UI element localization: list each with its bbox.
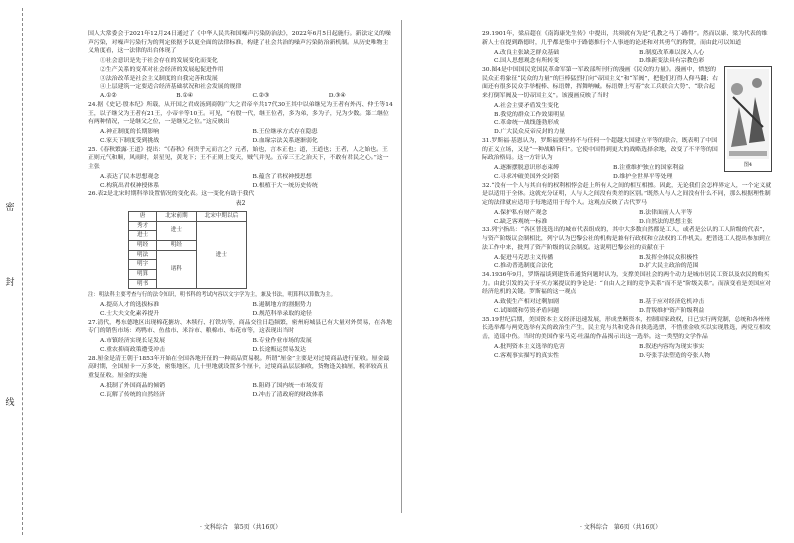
- question-25-options: [88, 173, 393, 190]
- option: B.遏制地方的割据势力: [252, 302, 312, 309]
- question-24-options: [88, 128, 393, 145]
- option: D.维新变法具有宗教色彩: [639, 58, 705, 65]
- option: D.血缘宗法关系逐渐弱化: [252, 137, 318, 144]
- cartoon-illustration: [725, 67, 771, 161]
- table-cell: 进士: [129, 231, 157, 241]
- question-27-stem: 27.清代，粤东德地区出现棉花搪坊、木犊行、打铁坊等，商品交往日趋频繁，密州府城县已有大量对外贸易，在各地专门的销售市场：鸡鸭市、鱼盐市、米谷市、粮棉市、布花市等，这表现出当时: [88, 319, 392, 335]
- question-25-stem: 25.《春秋繁露·王道》提出：“《春秋》何贵乎元而言之？元者，始也，言本正也；道，王道也；王者，人之始也。王正则元气和顺，风雨时，景星见，黄龙下；王不正则上变天，贼气并见。五帝三王之治天下，不敢有君民之心。”这一主张: [88, 146, 389, 170]
- figure-4-caption: 图4: [743, 162, 753, 169]
- question-31-options: [482, 164, 720, 181]
- question-32-options: [482, 209, 772, 226]
- option: A.逐渐摆脱意识形态束缚: [494, 165, 560, 172]
- question-32-stem: 32.“没有一个人与其自有的权利相悖会赶上所有人之间的相互相擦。因此，无论我们会怎样界定人，一个定义就是以适用于全体。这就充分证明，人与人之间没有类差的区别。”既然人与人之间没有什么不同，那么根据理性制定的法律就应适用于每地适用于每个人。这观点反映了古代罗马: [482, 182, 772, 206]
- question-28-stem: 28.厘金是清王朝于1853年开始在全国各地开征的一种商品贸易税。所谓“厘金”主要是对过境商品进行征收。厘金最高时期，全国厘卡一万多处，密集地区，几十里地就设置多个厘卡，过境商品层层抽收，货物逢关抽厘，税率较高且重复征收。厘金的实施: [88, 355, 390, 380]
- table-cell: 明法: [129, 250, 157, 260]
- option: C.②③: [252, 93, 270, 100]
- option: A.提高人才的选拔标准: [100, 302, 160, 309]
- question-35-options: [482, 343, 772, 360]
- option: A.社会主要矛盾发生变化: [494, 103, 560, 109]
- option: D.③④: [328, 93, 346, 100]
- option: C.士大夫文化素养提升: [100, 311, 160, 318]
- question-27-options: [88, 337, 393, 354]
- option: B.阻碍了国内统一市场发育: [252, 383, 324, 390]
- binding-mark-feng: 封: [5, 278, 15, 288]
- option: C.推动普选制度合法化: [494, 263, 554, 270]
- question-33-stem: 33.列宁指出：“各区普选选出的城市代表组成的，其中大多数自然都是工人，或者是公认的工人阶级的代表”，与资产阶级议会制相比，列宁认为巴黎公社的机构是兼有行政权和立法权的工作机关。把普选工人提出参加到立法工作中来，批判了资产阶级的议会制度。这说明巴黎公社的贡献在于: [482, 227, 771, 251]
- option: D.根植于大一统历史传统: [252, 182, 318, 189]
- question-26-options: [88, 301, 393, 318]
- table-cell: 明算: [129, 270, 157, 280]
- question-33-options: [482, 254, 772, 271]
- question-29-options: [482, 49, 772, 66]
- page-footer-left: · 文科综合 第5页（共16页）: [200, 524, 282, 531]
- binding-margin: [0, 0, 40, 543]
- option: B.王位继承方式存在隐患: [252, 129, 318, 136]
- option: C.家天下制度受到挑战: [100, 137, 160, 144]
- option: A.市镇经济实现长足发展: [100, 338, 166, 345]
- option: A.批判资本主义选举的危害: [494, 343, 565, 350]
- question-30-stem: 30.图4是中国国民党国民革命军第一军政部所刊行的漫画《民众的力量》。漫画中，愤怒的民众正将象征“民众的力量”的巨棒猛烈打向“帝国主义”和“军阀”，把他们打得人仰马翻；右面还有很多民众手举棍棒、标语牌，挥舞呐喊。标语牌上写着“农工兵联合大势”、“联合起来打倒军阀及一切帝国主义”。该漫画反映了当时: [482, 67, 719, 100]
- binding-mark-xian: 线: [5, 398, 15, 408]
- table-cell: 明字: [129, 260, 157, 270]
- column-divider: [401, 20, 402, 513]
- option: B.基于应对经济危机冲击: [639, 299, 705, 306]
- option: C.重农抑商政策遭受冲击: [100, 347, 166, 354]
- question-26-stem: 26.表2是北宋时期科举设置情况的变化表。这一变化有助于我代: [88, 191, 255, 198]
- option: C.构筑出君权神授体系: [100, 182, 160, 189]
- option: A.保护私有财产观念: [494, 209, 548, 216]
- option: D.规范科举录取的途径: [252, 311, 312, 318]
- intro-item: ①社会意识是先于社会存在的发展变化而变化: [100, 58, 218, 65]
- option: B.法律面前人人平等: [639, 209, 693, 216]
- table-cell: 诸科: [157, 250, 196, 289]
- right-column: [482, 30, 772, 360]
- option: B.①④: [176, 93, 194, 100]
- question-24-stem: 24.据《史记·殷本纪》所载，从开国之君成汤到商朝广大之君帝辛共17代30王其中以弟继兄为王者有外丙、仲壬等14王，以子继父为王者有21王，小帝辛等10王。可见，“有殷一代，继王位者，多为弟，多为子，兄为少数。第二继位有两种情况，一是继父之位，一是继兄之位。”这反映出: [88, 101, 393, 126]
- option: C.缺乏客观统一标准: [494, 218, 548, 225]
- question-35-stem: 35.19世纪后期，美国资本主义经济迅速发展，形成垄断资本，控制国家政权，日已实行两党制，总统和各州州长选举都与两党选举有关的政治生产生，民主党与共和党各自抉选选票，不惜重金收买以实现胜选，两党互相攻击，造谣中伤。当时的美国作家马克·吐温的作品揭示出这一选举。这一类型的文学作品: [482, 316, 771, 341]
- option: A.致使生产相对过剩加剧: [494, 299, 560, 306]
- option: C.试图缓和劳资矛盾问题: [494, 307, 560, 314]
- table-cell: 明经: [157, 240, 196, 250]
- option: D.广大民众反帝反封的力量: [494, 129, 566, 136]
- option: B.专业作业市场的发展: [252, 338, 312, 345]
- option: A.促进马克思主义传播: [494, 254, 554, 261]
- option: C.国人思想观念有所转变: [494, 58, 560, 65]
- option: C.革命统一战线蓬勃形成: [494, 120, 560, 127]
- option: A.改良主张缺乏群众基础: [494, 49, 560, 56]
- table-cell: 进士: [196, 221, 247, 289]
- option: C.客观事实描写的真实性: [494, 352, 560, 359]
- question-34-stem: 34.1936年9月，罗斯福谈到建货币通货问题时认为，支撑美国社会的两个动力是城市居民工资以及农民的购买力。由此引发的关于牙买方案提议的争论是：“自由人之间的竞争关系”而不是“阶级关系”。而演变看是美国应对经济危机的关键。罗斯福的这一观点: [482, 271, 771, 296]
- option: D.扩大民主政治的范围: [639, 263, 699, 270]
- option: A.①②: [100, 93, 117, 100]
- binding-line: [22, 8, 23, 535]
- option: C.寻求冲破美国外交封锁: [494, 173, 560, 180]
- intro-item: ④上层建筑一定要适合经济基础状况和社会发展的规律: [100, 84, 242, 91]
- option: D.维护全世界平等处理: [613, 173, 673, 180]
- table-cell: 明经: [129, 240, 157, 250]
- option: A.神正制度的长期影响: [100, 129, 160, 136]
- intro-options: [88, 92, 393, 101]
- table-header: 唐: [129, 211, 157, 221]
- option: B.注重维护独立的国家利益: [613, 165, 684, 172]
- page-footer-right: · 文科综合 第6页（共16页）: [580, 524, 662, 531]
- option: A.表达了民本思想观念: [100, 173, 160, 180]
- table-2-note: 注：明法科主要考查与行的法令知识，明书科的考试内容以文字学为主，兼及书法，明算科以算数为主。: [88, 292, 336, 299]
- binding-mark-mi: 密: [5, 203, 15, 213]
- question-31-stem: 31.罗斯福·基恩认为，罗斯福要坚持不与任何一个超越大国建立平等的联合，既表明了中国的正义立场，又是“一种战略旨归”。它使中国得到更大的战略选择余地，改变了不平等的国际政治格局。这一方针认为: [482, 137, 718, 162]
- option: B.蕴含了君权神授思想: [252, 173, 312, 180]
- table-cell: 进士: [157, 221, 196, 240]
- option: A.抵制了外国商品的倾销: [100, 383, 166, 390]
- table-header: 北宋中期以后: [196, 211, 247, 221]
- intro-item: ②生产关系的变革对社会经济的发展起促进作用: [100, 67, 224, 73]
- table-2-title: 表2: [235, 200, 246, 208]
- option: D.长途贩运贸易发达: [252, 347, 307, 354]
- question-34-options: [482, 298, 772, 315]
- left-column: [88, 30, 393, 399]
- question-28-options: [88, 382, 393, 399]
- option: D.夸张手法塑造的夸张人物: [639, 352, 711, 359]
- option: D.背叛维护资产阶级利益: [639, 307, 705, 314]
- intro-stem: 国人大常委会于2021年12月24日通过了《中华人民共和国噪声污染防治法》，2022年6月5日起施行。新法定义的噪声污染，对噪声污染行为的判定依据予以更全面的法律标准，构建了社会共治的噪声污染防治新机制。从历史唯物主义角度看，这一法律的出台体现了: [88, 31, 391, 55]
- option: B.发挥全体民众积极性: [639, 254, 699, 261]
- table-header: 北宋前期: [157, 211, 196, 221]
- option: D.自然法的思想主张: [639, 218, 693, 225]
- option: D.冲击了清政府的财政体系: [252, 391, 324, 398]
- intro-item: ③法治改革是社会主义制度的自我完善和发展: [100, 75, 218, 82]
- question-29-stem: 29.1901年，梁启超在《南海康先生传》中提出，共须就有为是“孔教之马丁·路得”。然而以康、梁为代表的维新人士在提到路德时，几乎都是集中于路德推行个人事迹的论述和对其勇气的称赞，而由此可以知道: [482, 31, 768, 46]
- exam-table-2: [128, 211, 247, 290]
- option: B.我党的群众工作效果明显: [494, 111, 565, 118]
- table-cell: 明书: [129, 279, 157, 289]
- option: C.瓦解了传统的自然经济: [100, 391, 166, 398]
- figure-4-cartoon: [724, 66, 772, 172]
- option: B.制度改革难以深入人心: [639, 49, 705, 56]
- option: B.叙述内容均为现实事实: [639, 343, 705, 350]
- table-cell: 秀才: [129, 221, 157, 231]
